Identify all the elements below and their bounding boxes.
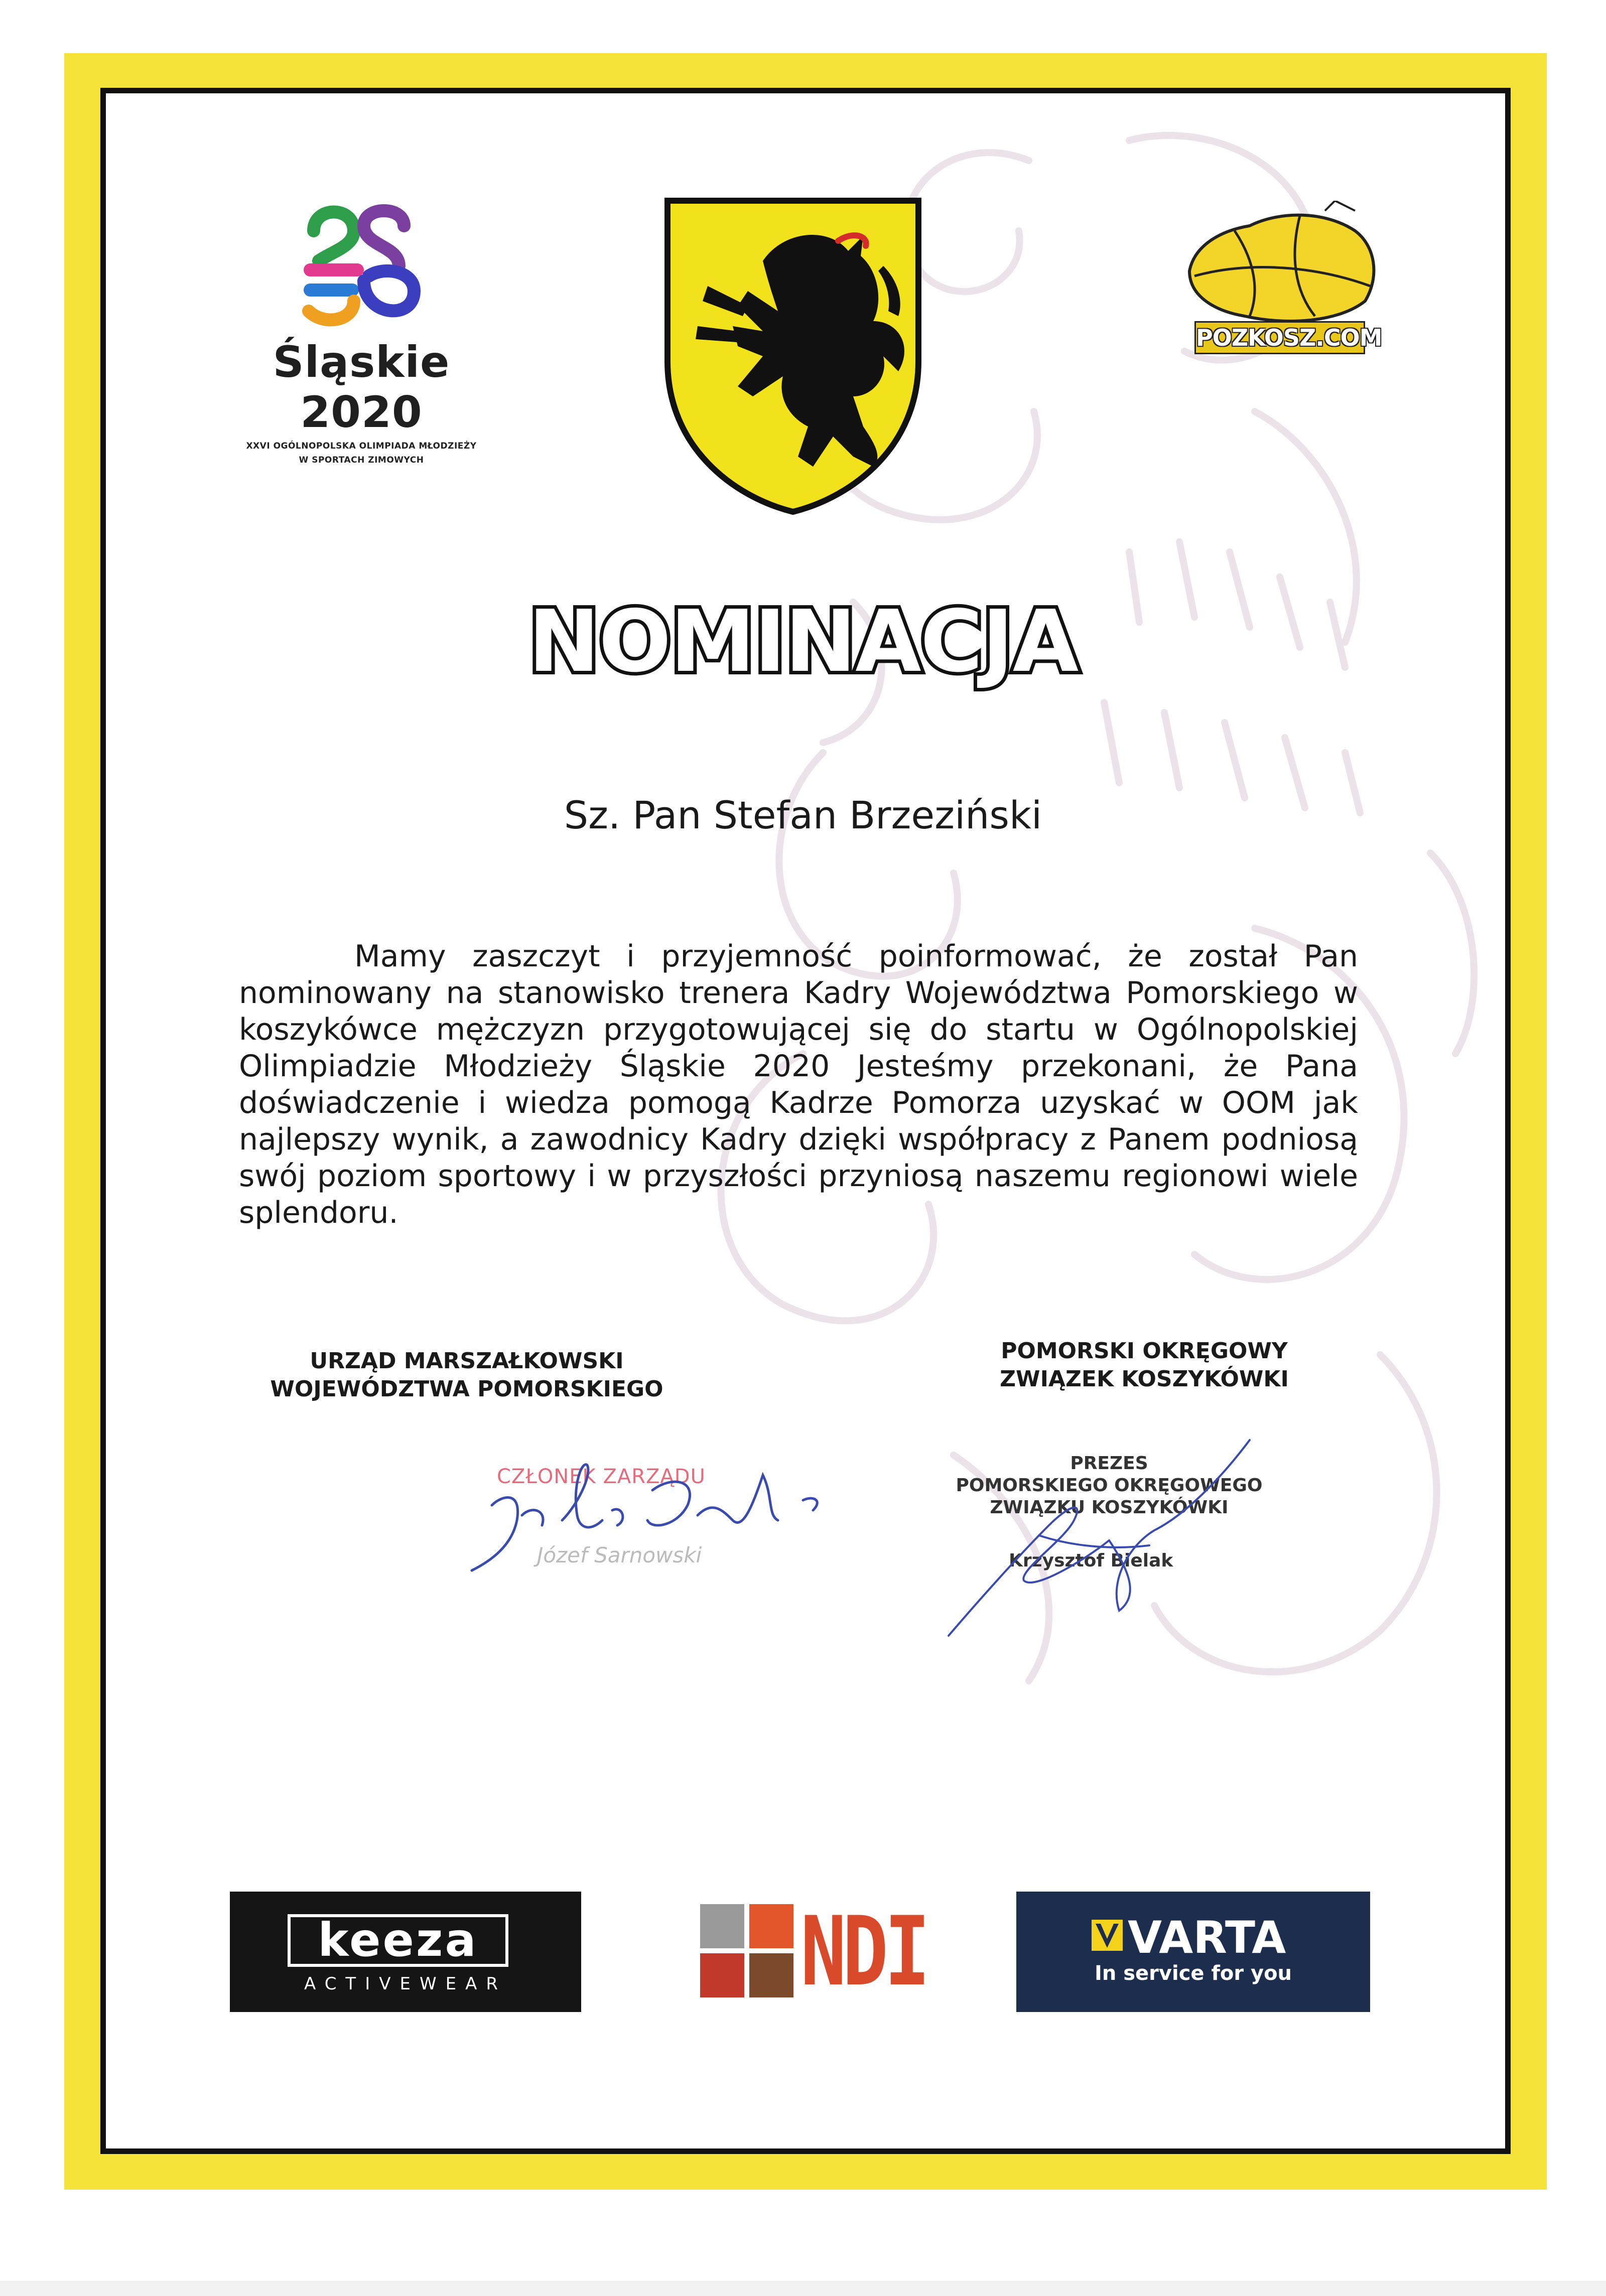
ndi-name: NDI — [800, 1896, 926, 2007]
keeza-name: keeza — [288, 1914, 508, 1967]
left-org-line1: URZĄD MARSZAŁKOWSKI — [310, 1348, 624, 1374]
right-stamp-role: PREZES — [1070, 1453, 1148, 1474]
pozkosz-logo — [1174, 201, 1385, 366]
document-title: NOMINACJA — [528, 592, 1078, 691]
keeza-sub: ACTIVEWEAR — [304, 1974, 507, 1994]
keeza-sponsor-logo — [230, 1892, 581, 2012]
slaskie-logo-subtitle-1: XXVI OGÓLNOPOLSKA OLIMPIADA MŁODZIEŻY — [246, 441, 477, 451]
right-signature — [918, 1430, 1270, 1646]
varta-tagline: In service for you — [1094, 1962, 1292, 1985]
right-stamp-line2: POMORSKIEGO OKRĘGOWEGO — [956, 1475, 1263, 1496]
right-stamp-name: Krzysztof Bielak — [1009, 1550, 1173, 1571]
slaskie-logo-title: Śląskie 2020 — [273, 337, 450, 438]
recipient-name: Sz. Pan Stefan Brzeziński — [564, 793, 1042, 837]
left-signatory-org — [241, 1347, 693, 1403]
varta-v-icon — [1092, 1920, 1123, 1951]
pozkosz-label: POZKOSZ.COM — [1194, 321, 1365, 354]
ndi-squares-icon — [700, 1904, 795, 1999]
right-signatory-org — [893, 1337, 1395, 1393]
scan-bottom-edge — [0, 2281, 1606, 2296]
basketball-map-icon — [1174, 201, 1385, 326]
left-stamp-name: Józef Sarnowski — [537, 1543, 702, 1567]
left-signature — [462, 1445, 843, 1596]
ndi-sponsor-logo — [700, 1896, 926, 2007]
body-paragraph: Mamy zaszczyt i przyjemność poinformować, że został Pan nominowany na stanowisko trenera Kadry Województwa Pomorskiego w koszykówce mężczyzn przygotowującej się do startu w Ogólnopolskiej Olimpiadzie Młodzieży Śląskie 2020 Jesteśmy przekonani, że Pana doświadczenie i wiedza pomogą Kadrze Pomorza uzyskać w OOM jak najlepszy wynik, a zawodnicy Kadry dzięki współpracy z Panem podniosą swój poziom sportowy i w przyszłości przyniosą naszemu regionowi wiele splendoru. — [239, 939, 1358, 1230]
varta-name: VARTA — [1128, 1912, 1286, 1963]
varta-sponsor-logo — [1016, 1892, 1370, 2012]
left-stamp-role: CZŁONEK ZARZĄDU — [497, 1465, 706, 1488]
right-org-line1: POMORSKI OKRĘGOWY — [1001, 1338, 1288, 1364]
right-org-line2: ZWIĄZEK KOSZYKÓWKI — [1000, 1366, 1289, 1392]
pomorskie-coat-of-arms-icon — [662, 196, 923, 517]
left-org-line2: WOJEWÓDZTWA POMORSKIEGO — [270, 1376, 663, 1402]
slaskie-2020-mark-icon — [294, 196, 429, 331]
slaskie-logo-subtitle-2: W SPORTACH ZIMOWYCH — [299, 455, 424, 465]
slaskie-2020-logo — [221, 196, 502, 465]
right-stamp-line3: ZWIĄZKU KOSZYKÓWKI — [990, 1497, 1229, 1518]
